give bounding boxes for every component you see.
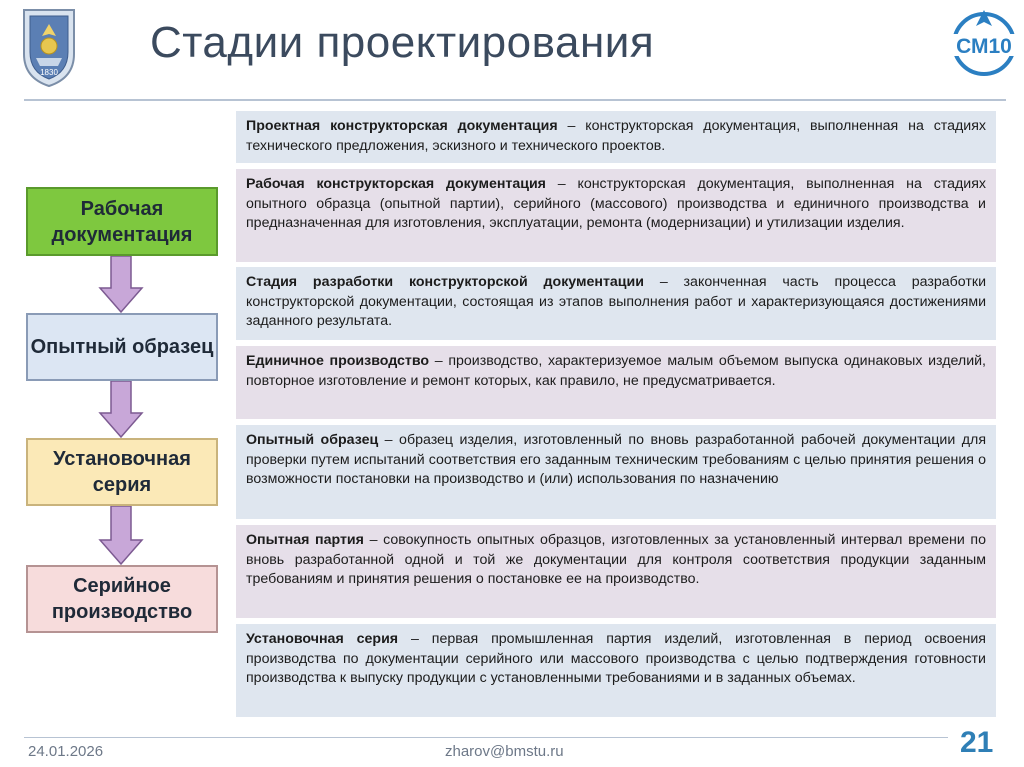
stage-serial-production: Серийное производство bbox=[26, 565, 218, 633]
definition-pilot-series bbox=[236, 624, 996, 717]
definition-prototype bbox=[236, 425, 996, 519]
definition-term: Проектная конструкторская документация bbox=[246, 118, 558, 134]
definition-text: – производство, характеризуемое малым объемом выпуска одинаковых изделий, повторное изготовление и ремонт которых, как правило, не предусматривается. bbox=[246, 353, 986, 389]
definition-term: Единичное производство bbox=[246, 353, 430, 369]
down-arrow-icon bbox=[98, 506, 144, 565]
definition-text: – совокупность опытных образцов, изготовленных за установленный интервал времени по вновь разработанной одной и той же документации для контроля соответствия продукции заданным требованиям и принятия решения о постановке ее на производство. bbox=[246, 532, 986, 587]
logo-text: СМ10 bbox=[956, 35, 1012, 58]
stage-prototype: Опытный образец bbox=[26, 313, 218, 381]
university-crest-icon bbox=[18, 4, 80, 88]
definition-term: Опытная партия bbox=[246, 532, 364, 548]
definition-term: Стадия разработки конструкторской документации bbox=[246, 274, 644, 290]
definition-text: – образец изделия, изготовленный по вновь разработанной рабочей документации для проверки путем испытаний соответствия его заданным техническим требованиям с целью принятия решения о возможности постановки на производство и (или) использования по назначению bbox=[246, 432, 986, 487]
footer-email: zharov@bmstu.ru bbox=[445, 743, 564, 760]
footer-divider bbox=[24, 737, 948, 738]
stage-pilot-series: Установочная серия bbox=[26, 438, 218, 506]
definition-text: – конструкторская документация, выполненная на стадиях технического предложения, эскизного и технического проектов. bbox=[246, 118, 986, 154]
definition-working-documentation bbox=[236, 169, 996, 262]
definition-pilot-batch bbox=[236, 525, 996, 618]
page-number: 21 bbox=[960, 726, 994, 759]
header-divider bbox=[24, 99, 1006, 101]
definition-text: – законченная часть процесса разработки конструкторской документации, состоящая из этапов выполнения работ и характеризующаяся достижениями заданного результата. bbox=[246, 274, 986, 329]
footer-date: 24.01.2026 bbox=[28, 743, 104, 760]
stage-working-documentation: Рабочая документация bbox=[26, 187, 218, 256]
down-arrow-icon bbox=[98, 256, 144, 313]
down-arrow-icon bbox=[98, 381, 144, 438]
definition-text: – конструкторская документация, выполненная на стадиях опытного образца (опытной партии), серийного (массового) производства и единичного производства и предназначенная для изготовления, эксплуатации, ремонта (модернизации) и утилизации изделия. bbox=[246, 176, 986, 231]
definition-term: Установочная серия bbox=[246, 631, 399, 647]
definition-term: Опытный образец bbox=[246, 432, 379, 448]
department-logo-icon bbox=[948, 8, 1020, 80]
definition-design-documentation bbox=[236, 111, 996, 163]
crest-year: 1830 bbox=[40, 68, 58, 77]
definition-single-production bbox=[236, 346, 996, 419]
slide-title: Стадии проектирования bbox=[150, 18, 655, 67]
definition-term: Рабочая конструкторская документация bbox=[246, 176, 546, 192]
definition-text: – первая промышленная партия изделий, изготовленная в период освоения производства по документации серийного или массового производства с целью подтверждения готовности производства к выпуску продукции с установленными требованиями и в заданных объемах. bbox=[246, 631, 986, 686]
definition-development-stage bbox=[236, 267, 996, 340]
